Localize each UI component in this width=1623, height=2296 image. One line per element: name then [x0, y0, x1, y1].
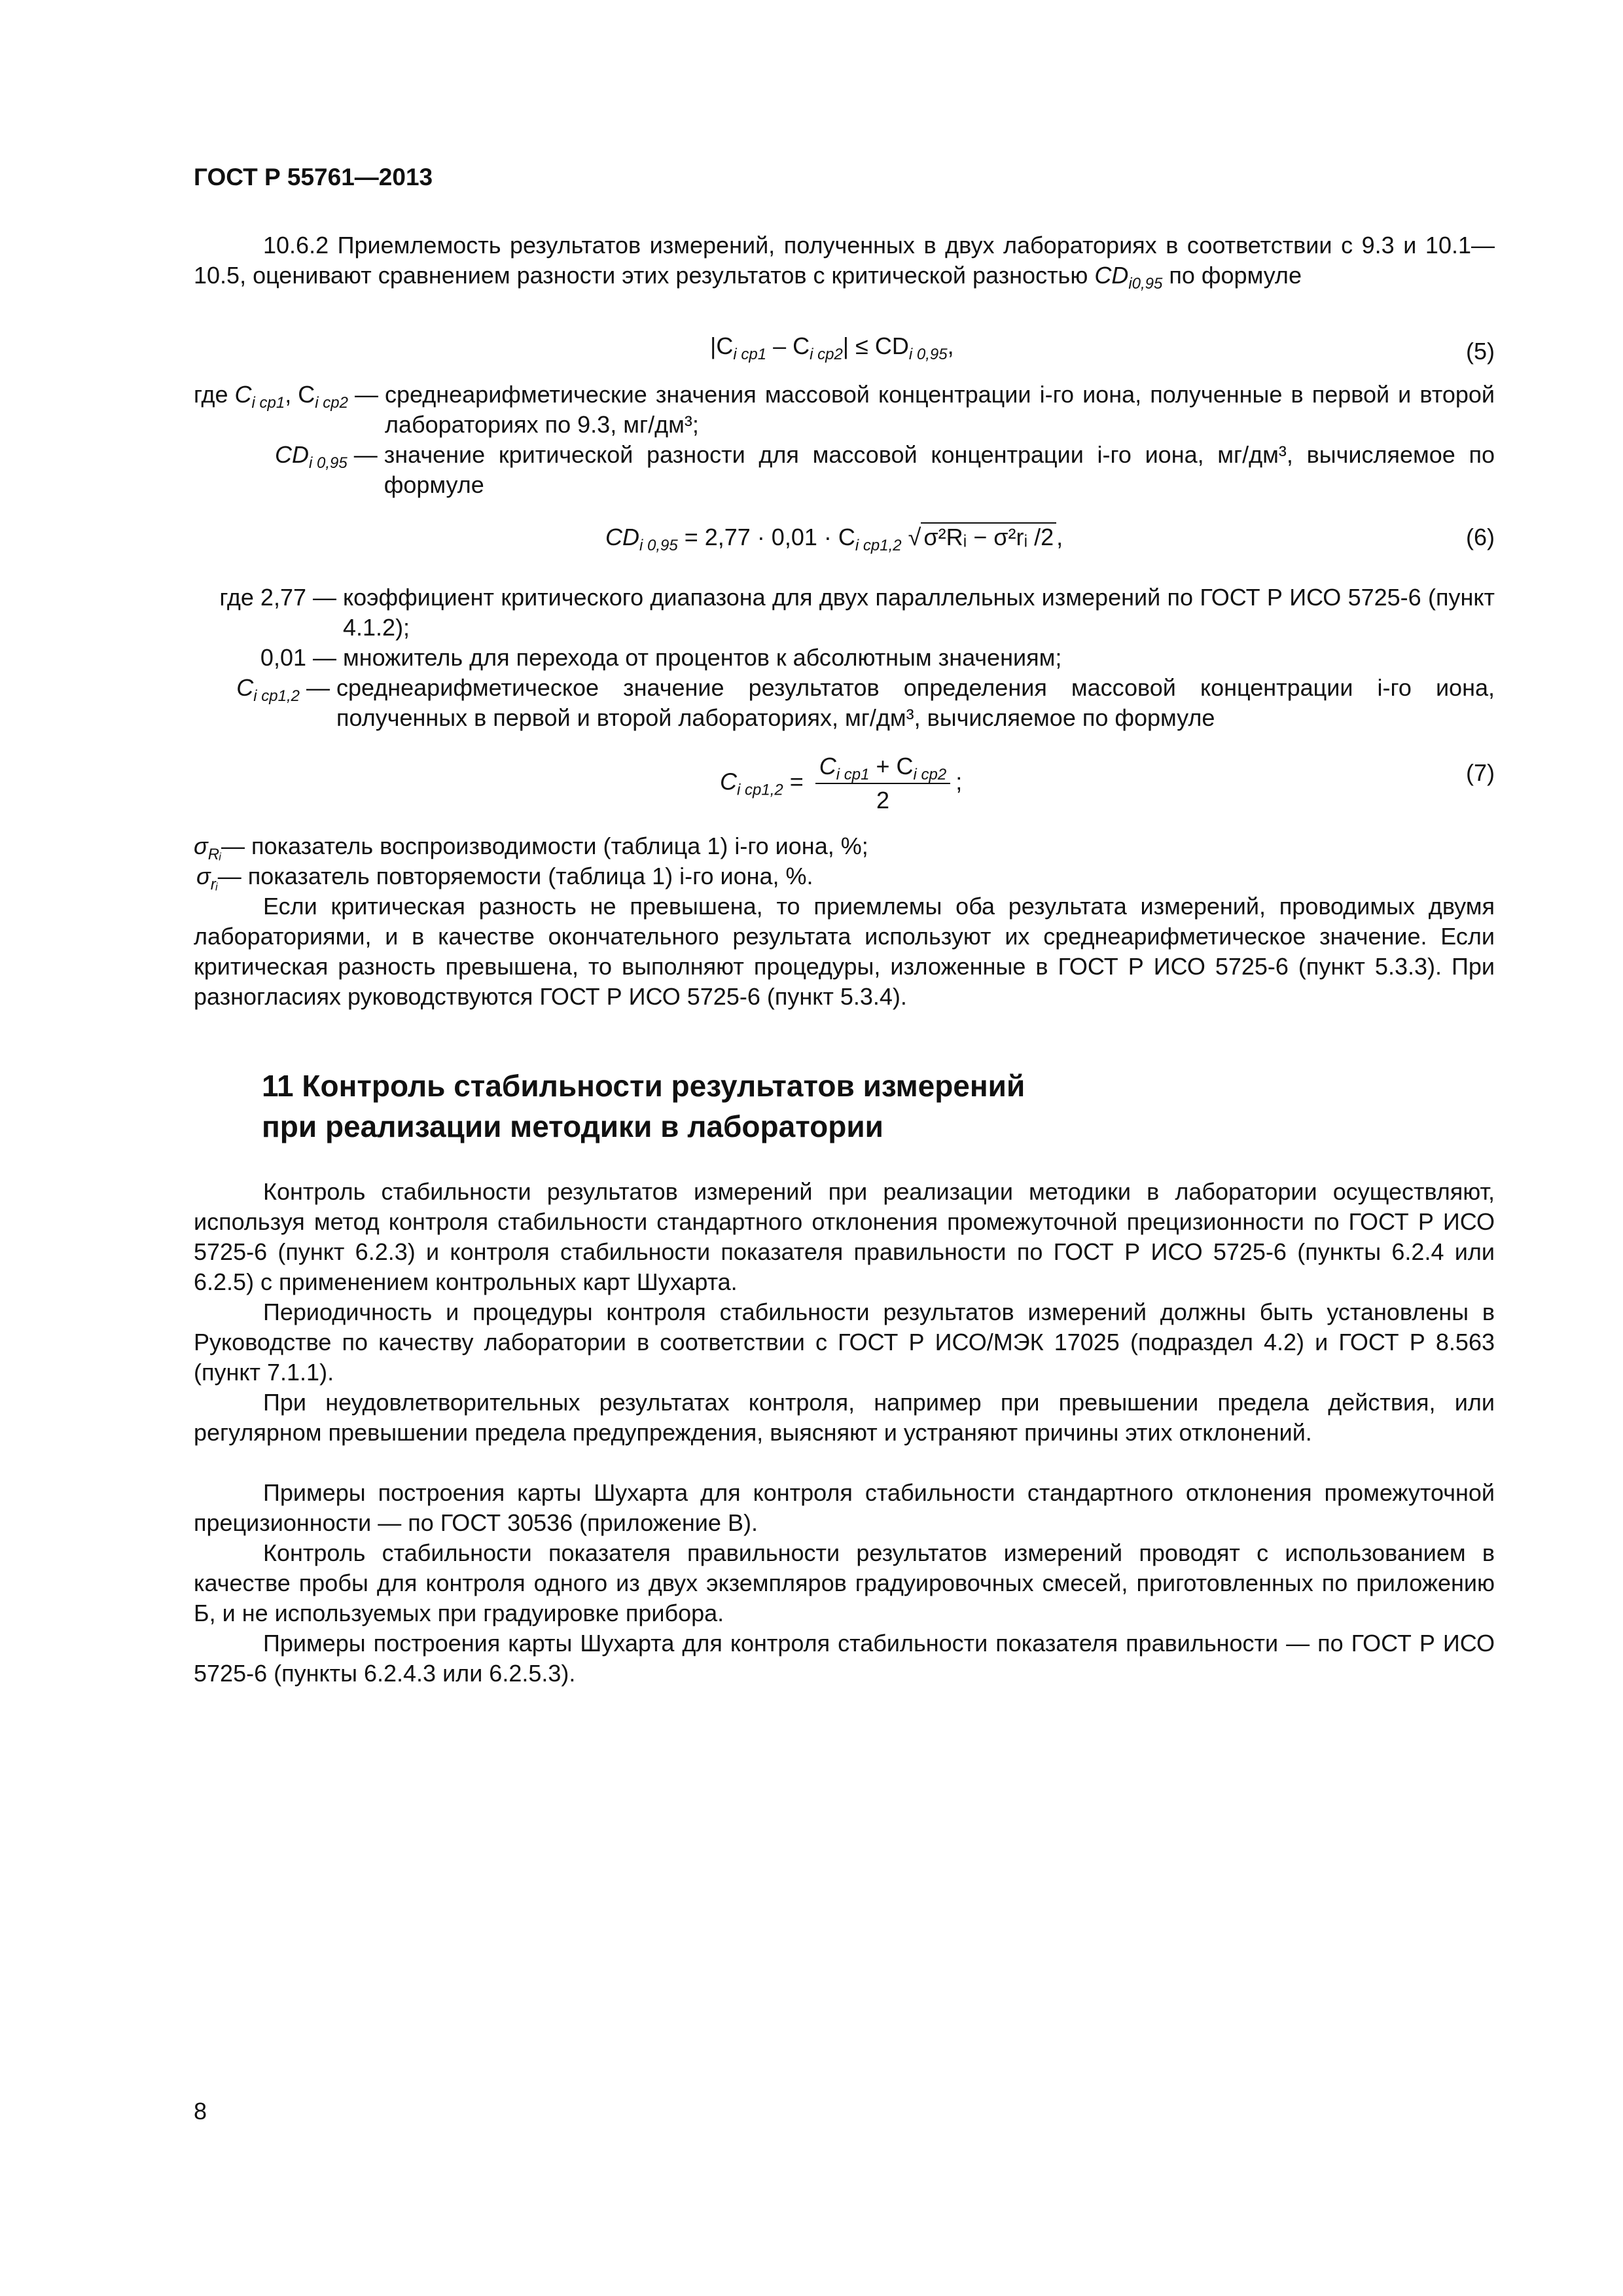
definition-2-77	[194, 583, 1495, 643]
definition-c-cp1-cp2	[194, 380, 1495, 440]
definition-label: $CD_{i 0,95}$ —	[275, 441, 378, 473]
equation-5: $|C_{i ср1} - C_{i ср2}| \le CD_{i 0,95}$,	[710, 332, 954, 364]
definition-label: $C_{i ср1,2}$ —	[236, 674, 330, 706]
definition-cd	[275, 440, 1495, 500]
section-heading-line-1: 11 Контроль стабильности результатов измерений	[262, 1069, 1026, 1103]
equation-number-6: (6)	[1466, 524, 1495, 550]
definition-label: 0,01 —	[260, 644, 336, 671]
definition-sigma-r-repeatability: $\sigma_{rᵢ}$ — показатель повторяемости (таблица 1) i-го иона, %.	[196, 863, 813, 894]
paragraph-critical-difference: Если критическая разность не превышена, то приемлемы оба результата измерений, проводимых двумя лабораториями, и в качестве окончательного результата используют их среднеарифметическое значение. Если критическая разность превышена, то выполняют процедуры, изложенные в ГОСТ Р ИСО 5725-6 (пункт 5.3.3). При разногласиях руководствуются ГОСТ Р ИСО 5725-6 (пункт 5.3.4).	[194, 893, 1495, 1010]
definition-text: — показатель повторяемости (таблица 1) i-го иона, %.	[217, 863, 813, 889]
paragraph-s11-3: При неудовлетворительных результатах контроля, например при превышении предела действия, или регулярном превышении предела предупреждения, выясняют и устраняют причины этих отклонений.	[194, 1389, 1495, 1446]
definition-label: где 2,77 —	[219, 584, 336, 611]
definition-text: среднеарифметические значения массовой концентрации i-го иона, полученные в первой и второй лабораториях по 9.3, мг/дм³;	[384, 381, 1495, 438]
definition-0-01	[194, 643, 1495, 673]
section-heading-line-2: при реализации методики в лаборатории	[262, 1109, 883, 1143]
paragraph-s11-1: Контроль стабильности результатов измерений при реализации методики в лаборатории осуществляют, используя метод контроля стабильности стандартного отклонения промежуточной прецизионности по ГОСТ Р ИСО 5725-6 (пункт 6.2.3) и контроля стабильности показателя правильности по ГОСТ Р ИСО 5725-6 (пункты 6.2.4 или 6.2.5) с применением контрольных карт Шухарта.	[194, 1178, 1495, 1295]
definition-sigma-r-reproducibility: $\sigma_{Rᵢ}$ — показатель воспроизводимости (таблица 1) i-го иона, %;	[194, 833, 868, 864]
fraction	[815, 753, 950, 814]
definition-text: среднеарифметическое значение результатов определения массовой концентрации i-го иона, полученных в первой и второй лабораториях, мг/дм³, вычисляемое по формуле	[336, 674, 1495, 731]
definition-label: где $C_{i ср1}$, $C_{i ср2}$ —	[194, 381, 378, 412]
section-11-heading	[262, 1066, 1505, 1147]
paragraph-10-6-2	[194, 230, 1495, 291]
paragraph-text: 10.6.2 Приемлемость результатов измерений, полученных в двух лабораториях в соответствии с 9.3 и 10.1—10.5, оценивают сравнением разности этих результатов с критической разностью	[194, 232, 1495, 289]
paragraph-s11-2: Периодичность и процедуры контроля стабильности результатов измерений должны быть установлены в Руководстве по качеству лаборатории в соответствии с ГОСТ Р ИСО/МЭК 17025 (подраздел 4.2) и ГОСТ Р 8.563 (пункт 7.1.1).	[194, 1299, 1495, 1386]
equation-number-7: (7)	[1466, 759, 1495, 786]
cd-symbol: CD	[1094, 262, 1129, 289]
definition-text: — показатель воспроизводимости (таблица 1) i-го иона, %;	[221, 833, 868, 859]
equation-number-5: (5)	[1466, 338, 1495, 365]
paragraph-s11-6: Примеры построения карты Шухарта для контроля стабильности показателя правильности — по ГОСТ Р ИСО 5725-6 (пункты 6.2.4.3 или 6.2.5.3).	[194, 1630, 1495, 1687]
fraction-denominator: 2	[876, 787, 889, 814]
document-code-header: ГОСТ Р 55761—2013	[194, 164, 433, 190]
cd-subscript: i0,95	[1128, 275, 1163, 293]
paragraph-s11-4: Примеры построения карты Шухарта для контроля стабильности стандартного отклонения промежуточной прецизионности — по ГОСТ 30536 (приложение В).	[194, 1479, 1495, 1536]
paragraph-s11-5: Контроль стабильности показателя правильности результатов измерений проводят с использованием в качестве пробы для контроля одного из двух экземпляров градуировочных смесей, приготовленных по приложению Б, и не используемых при градуировке прибора.	[194, 1539, 1495, 1626]
fraction-numerator: $C_{i ср1} + C_{i ср2}$	[815, 753, 950, 784]
paragraph-text-end: по формуле	[1169, 262, 1302, 289]
square-root-expression: σ²Rᵢ − σ²rᵢ /2	[921, 522, 1056, 550]
definition-c-cp12	[194, 673, 1495, 733]
definition-text: коэффициент критического диапазона для двух параллельных измерений по ГОСТ Р ИСО 5725-6 (пункт 4.1.2);	[343, 584, 1495, 641]
definition-text: значение критической разности для массовой концентрации i-го иона, мг/дм³, вычисляемое по формуле	[383, 441, 1495, 498]
definition-text: множитель для перехода от процентов к абсолютным значениям;	[343, 644, 1062, 671]
equation-6: $CD_{i 0,95} = 2,77 \cdot 0,01 \cdot C_{i ср1,2}$ √ σ²Rᵢ − σ²rᵢ /2 ,	[605, 524, 1063, 555]
equation-7: $C_{i ср1,2}$ = $\frac{C_{i ср1} + C_{i ср2}}{2}$ ;	[720, 753, 963, 814]
page-number: 8	[194, 2098, 207, 2125]
